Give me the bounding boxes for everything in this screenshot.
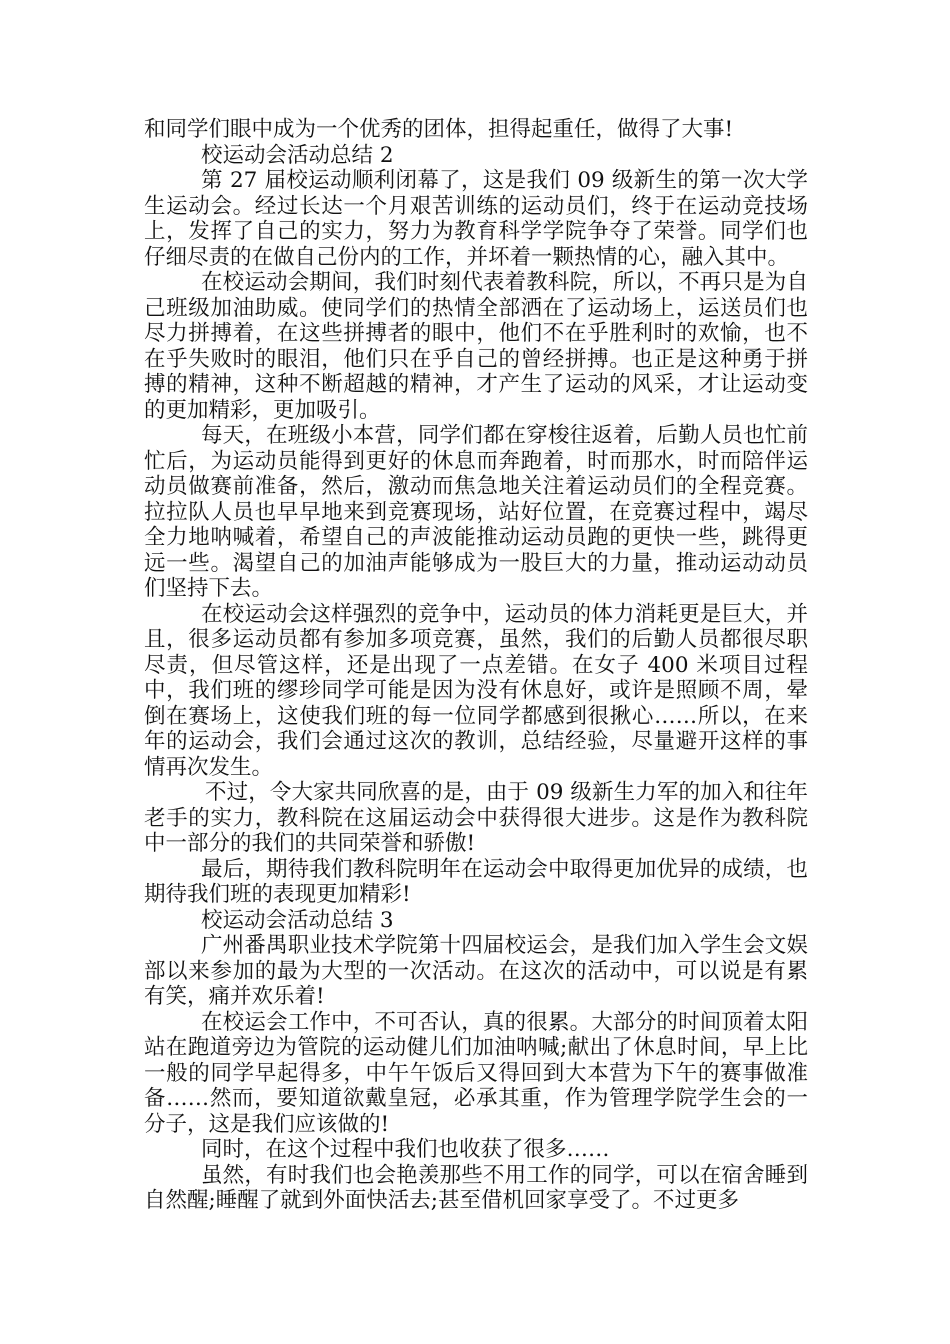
paragraph: 在校运会工作中，不可否认，真的很累。大部分的时间顶着太阳站在跑道旁边为管院的运动健儿们加油呐喊;献出了休息时间，早上比一般的同学早起得多，中午午饭后又得回到大本营为下午的赛事做准备……然而，要知道欲戴皇冠，必承其重，作为管理学院学生会的一分子，这是我们应该做的! — [144, 1009, 808, 1137]
paragraph: 每天，在班级小本营，同学们都在穿梭往返着，后勤人员也忙前忙后，为运动员能得到更好的休息而奔跑着，时而那水，时而陪伴运动员做赛前准备，然后，激动而焦急地关注着运动员们的全程竞赛。拉拉队人员也早早地来到竞赛现场，站好位置，在竞赛过程中，竭尽全力地呐喊着，希望自己的声波能推动运动员跑的更快一些，跳得更远一些。渴望自己的加油声能够成为一股巨大的力量，推动运动动员们坚持下去。 — [144, 423, 808, 601]
paragraph: 不过，令大家共同欣喜的是，由于 09 级新生力军的加入和往年老手的实力，教科院在这届运动会中获得很大进步。这是作为教科院中一部分的我们的共同荣誉和骄傲! — [144, 780, 808, 856]
paragraph: 第 27 届校运动顺利闭幕了，这是我们 09 级新生的第一次大学生运动会。经过长达一个月艰苦训练的运动员们，终于在运动竞技场上，发挥了自己的实力，努力为教育科学学院争夺了荣誉。同学们也仔细尽责的在做自己份内的工作，并坏着一颗热情的心，融入其中。 — [144, 168, 808, 270]
paragraph: 在校运动会这样强烈的竞争中，运动员的体力消耗更是巨大，并且，很多运动员都有参加多项竞赛，虽然，我们的后勤人员都很尽职尽责，但尽管这样，还是出现了一点差错。在女子 400 米项目过程中，我们班的缪珍同学可能是因为没有休息好，或许是照顾不周，晕倒在赛场上，这使我们班的每一位同学都感到很揪心……所以，在来年的运动会，我们会通过这次的教训，总结经验，尽量避开这样的事情再次发生。 — [144, 601, 808, 780]
section-heading-3: 校运动会活动总结 3 — [201, 907, 394, 933]
paragraph: 虽然，有时我们也会艳羡那些不用工作的同学，可以在宿舍睡到自然醒;睡醒了就到外面快活去;甚至借机回家享受了。不过更多 — [144, 1162, 808, 1213]
paragraph: 在校运动会期间，我们时刻代表着教科院，所以，不再只是为自己班级加油助威。使同学们的热情全部洒在了运动场上，运送员们也尽力拼搏着，在这些拼搏者的眼中，他们不在乎胜利时的欢愉，也不在乎失败时的眼泪，他们只在乎自己的曾经拼搏。也正是这种勇于拼搏的精神，这种不断超越的精神，才产生了运动的风采，才让运动变的更加精彩，更加吸引。 — [144, 270, 808, 423]
paragraph: 广州番禺职业技术学院第十四届校运会，是我们加入学生会文娱部以来参加的最为大型的一次活动。在这次的活动中，可以说是有累有笑，痛并欢乐着! — [144, 933, 808, 1009]
paragraph: 最后，期待我们教科院明年在运动会中取得更加优异的成绩，也期待我们班的表现更加精彩! — [144, 856, 808, 907]
paragraph: 同时，在这个过程中我们也收获了很多…… — [201, 1137, 610, 1162]
paragraph-continuation: 和同学们眼中成为一个优秀的团体，担得起重任，做得了大事! — [144, 117, 734, 142]
section-heading-2: 校运动会活动总结 2 — [201, 142, 394, 168]
document-body — [144, 117, 808, 1214]
